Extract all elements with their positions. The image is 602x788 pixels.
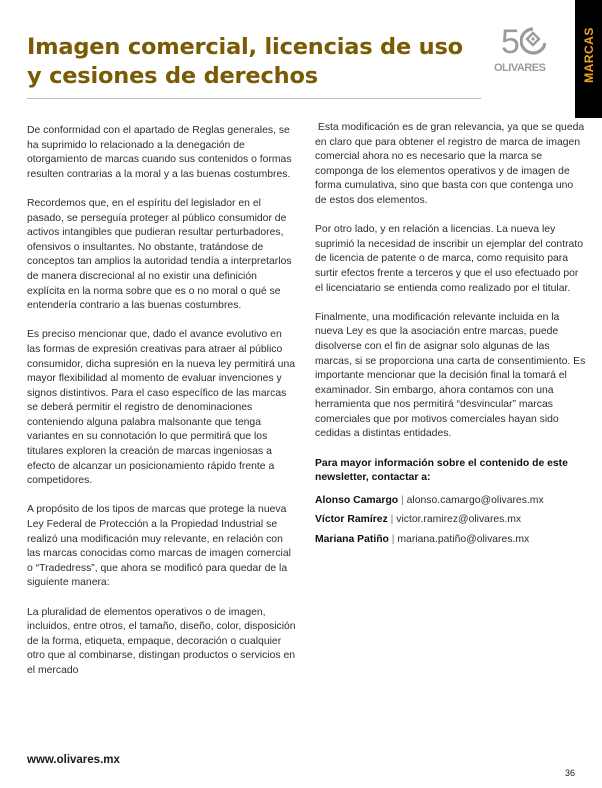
contact-separator: | <box>388 534 398 546</box>
contact-item <box>315 513 587 528</box>
right-column <box>315 121 587 553</box>
contact-email-link[interactable]: mariana.patiño@olivares.mx <box>397 534 530 546</box>
contact-email-link[interactable]: alonso.camargo@olivares.mx <box>406 494 544 506</box>
section-tab-label: MARCAS <box>581 27 596 83</box>
paragraph: La pluralidad de elementos operativos o de imagen, incluidos, entre otros, el tamaño, diseño, color, disposición de la forma, etiqueta, empaque, decoración o cualquier otro que al combinarse, distingan productos o servicios en el mercado <box>27 606 296 676</box>
paragraph: Por otro lado, y en relación a licencias. La nueva ley suprimió la necesidad de inscribir un ejemplar del contrato de licencia de patente o de marca, como requisito para surtir efectos frente a terceros y que el uso efectuado por el licenciatario se entienda como realizado por el titular. <box>315 224 583 294</box>
paragraph: Finalmente, una modificación relevante incluida en la nueva Ley es que la asociación entre marcas, puede disolverse con el fin de asignar solo algunas de las marcas, si se proporciona una carta de consentimiento. Es importante mencionar que la decisión final la tomará el examinador. Sin embargo, ahora contamos con una herramienta que nos permitirá “desvincular” marcas comerciales que por motivos comerciales hayan sido cedidas a distintas entidades. <box>315 311 586 440</box>
logo-number: 5 <box>501 23 516 61</box>
paragraph: A propósito de los tipos de marcas que protege la nueva Ley Federal de Protección a la Propiedad Industrial se realizó una modificación muy relevante, en relación con las marcas conocidas como marcas de imagen comercial o “Tradedress”, que ahora se modificó para quedar de la siguiente manera: <box>27 504 291 589</box>
olivares-emblem-icon <box>520 27 546 55</box>
contact-name: Alonso Camargo <box>315 494 399 506</box>
contact-separator: | <box>387 514 397 526</box>
paragraph: Esta modificación es de gran relevancia, ya que se queda en claro que para obtener el registro de marca de imagen comercial ahora no es necesario que la marca se componga de los elementos operativos y de imagen de forma cumulativa, sino que basta con que contenga uno de estos dos elementos. <box>315 122 588 206</box>
contact-name: Mariana Patiño <box>315 534 389 546</box>
footer-website-link[interactable]: www.olivares.mx <box>27 754 120 766</box>
paragraph: Es preciso mencionar que, dado el avance evolutivo en las formas de expresión creativas para atraer al público consumidor, dicha supresión en la nueva ley permitirá una mayor flexibilidad al momento de evaluar invenciones y signos distintivos. Para el caso específico de las marcas se deberá permitir el registro de denominaciones conteniendo alguna palabra malsonante que tenga variantes en su connotación lo que permitirá que los titulares exploren la creación de marcas ingeniosas a efecto de alcanzar un posicionamiento rápido frente a competidores. <box>27 329 295 487</box>
title-divider <box>27 98 481 99</box>
paragraph: Recordemos que, en el espíritu del legislador en el pasado, se perseguía proteger al público consumidor de activos intangibles que pudieran resultar perturbadores, ofensivos o insultantes. No obstante, tratándose de conceptos tan amplios la autoridad tendía a interpretarlos de manera discrecional al no existir una definición explícita en la norma sobre que es o no moral o qué se entendería contrario a las buenas costumbres. <box>27 197 292 312</box>
contact-item <box>315 533 587 548</box>
contact-heading: Para mayor información sobre el contenido de este newsletter, contactar a: <box>315 457 568 484</box>
page-title: Imagen comercial, licencias de uso y cesiones de derechos <box>27 34 463 89</box>
contact-name: Víctor Ramírez <box>315 514 388 526</box>
page-number: 36 <box>565 768 576 778</box>
section-tab <box>575 0 602 118</box>
contact-separator: | <box>398 494 407 506</box>
contact-email-link[interactable]: victor.ramirez@olivares.mx <box>396 514 522 526</box>
logo-brand: OLIVARES <box>494 62 546 74</box>
contact-item <box>315 494 587 509</box>
left-column <box>27 124 297 693</box>
olivares-50-logo <box>494 25 554 75</box>
paragraph: De conformidad con el apartado de Reglas generales, se ha suprimido lo relacionado a la denegación de otorgamiento de marcas cuando sus contenidos o formas resulten contrarias a la moral y a las buenas costumbres. <box>27 125 292 180</box>
